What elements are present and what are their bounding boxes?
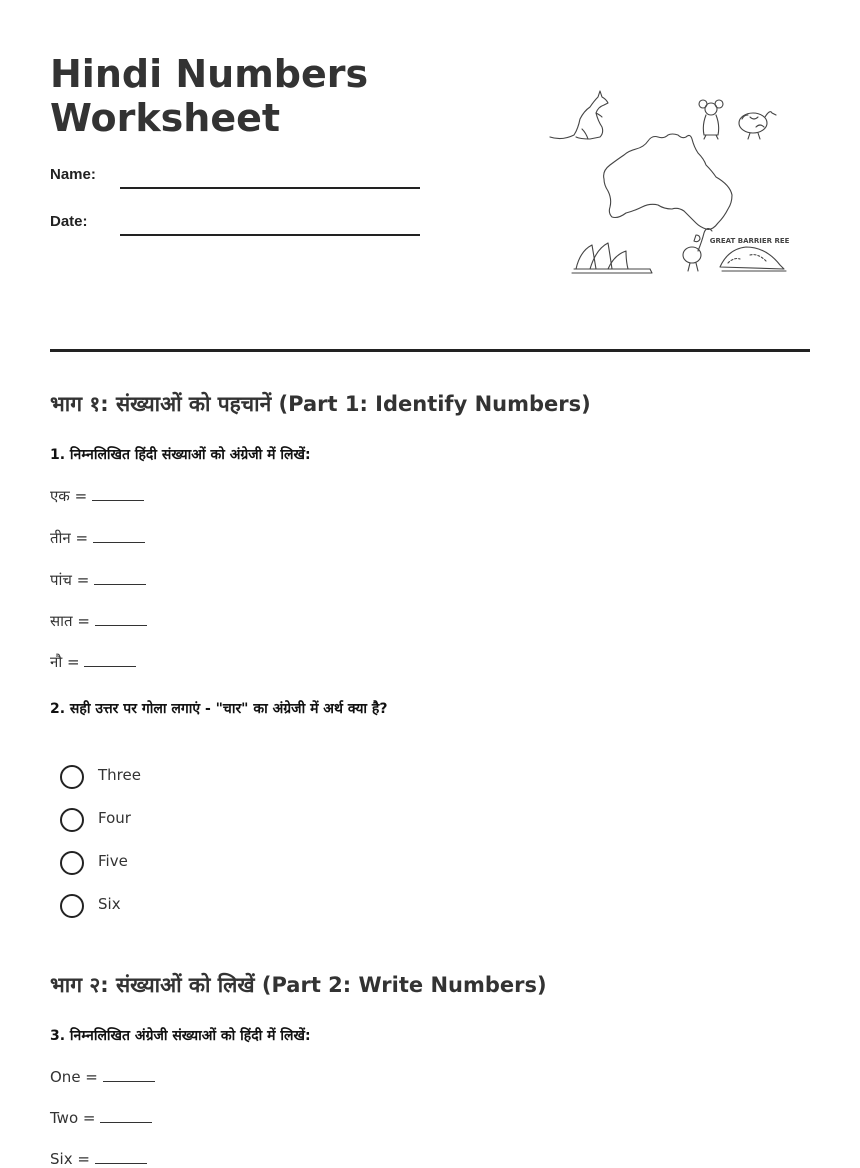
date-label: Date:	[50, 213, 88, 230]
option-label: Five	[98, 852, 128, 870]
opera-house-icon	[572, 243, 652, 273]
part2-heading: भाग २: संख्याओं को लिखें (Part 2: Write Numbers)	[50, 973, 547, 997]
fill-item-label: Two =	[50, 1109, 96, 1127]
title-line-2: Worksheet	[50, 96, 281, 140]
australia-map-icon	[604, 134, 732, 242]
fill-item	[50, 528, 145, 548]
fill-item-label: तीन =	[50, 529, 89, 547]
fill-item	[50, 486, 144, 506]
answer-blank[interactable]	[92, 487, 144, 501]
fill-item-label: पांच =	[50, 571, 90, 589]
answer-blank[interactable]	[84, 653, 136, 667]
radio-circle[interactable]	[60, 894, 84, 918]
section-divider	[50, 349, 810, 352]
date-field[interactable]	[120, 234, 420, 236]
question-2: 2. सही उत्तर पर गोला लगाएं - "चार" का अंग्रेजी में अर्थ क्या है?	[50, 701, 388, 717]
answer-blank[interactable]	[100, 1109, 152, 1123]
reef-label: GREAT BARRIER REEF	[709, 237, 790, 245]
fill-item-label: नौ =	[50, 653, 80, 671]
name-field[interactable]	[120, 187, 420, 189]
radio-circle[interactable]	[60, 765, 84, 789]
option-label: Three	[98, 766, 141, 784]
answer-blank[interactable]	[95, 1150, 147, 1164]
radio-circle[interactable]	[60, 851, 84, 875]
australia-map-with-animals-icon	[540, 85, 790, 285]
answer-blank[interactable]	[93, 529, 145, 543]
fill-item	[50, 1150, 147, 1168]
fill-item	[50, 570, 146, 590]
fill-item	[50, 652, 136, 672]
radio-circle[interactable]	[60, 808, 84, 832]
bird-icon	[739, 112, 776, 139]
answer-blank[interactable]	[95, 612, 147, 626]
name-label: Name:	[50, 166, 96, 183]
option-label: Six	[98, 895, 121, 913]
answer-blank[interactable]	[103, 1068, 155, 1082]
question-3: 3. निम्नलिखित अंग्रेजी संख्याओं को हिंदी में लिखें:	[50, 1028, 311, 1044]
koala-icon	[699, 100, 723, 139]
part1-heading: भाग १: संख्याओं को पहचानें (Part 1: Identify Numbers)	[50, 392, 591, 416]
fill-item	[50, 611, 147, 631]
fill-item	[50, 1109, 152, 1127]
option-label: Four	[98, 809, 131, 827]
fill-item-label: सात =	[50, 612, 90, 630]
reef-icon	[710, 237, 790, 271]
fill-item-label: Six =	[50, 1150, 90, 1168]
question-1: 1. निम्नलिखित हिंदी संख्याओं को अंग्रेजी में लिखें:	[50, 447, 311, 463]
fill-item-label: एक =	[50, 487, 88, 505]
fill-item-label: One =	[50, 1068, 98, 1086]
title-line-1: Hindi Numbers	[50, 52, 369, 96]
page-title	[50, 52, 368, 140]
answer-blank[interactable]	[94, 571, 146, 585]
fill-item	[50, 1068, 155, 1086]
kangaroo-icon	[550, 91, 608, 139]
